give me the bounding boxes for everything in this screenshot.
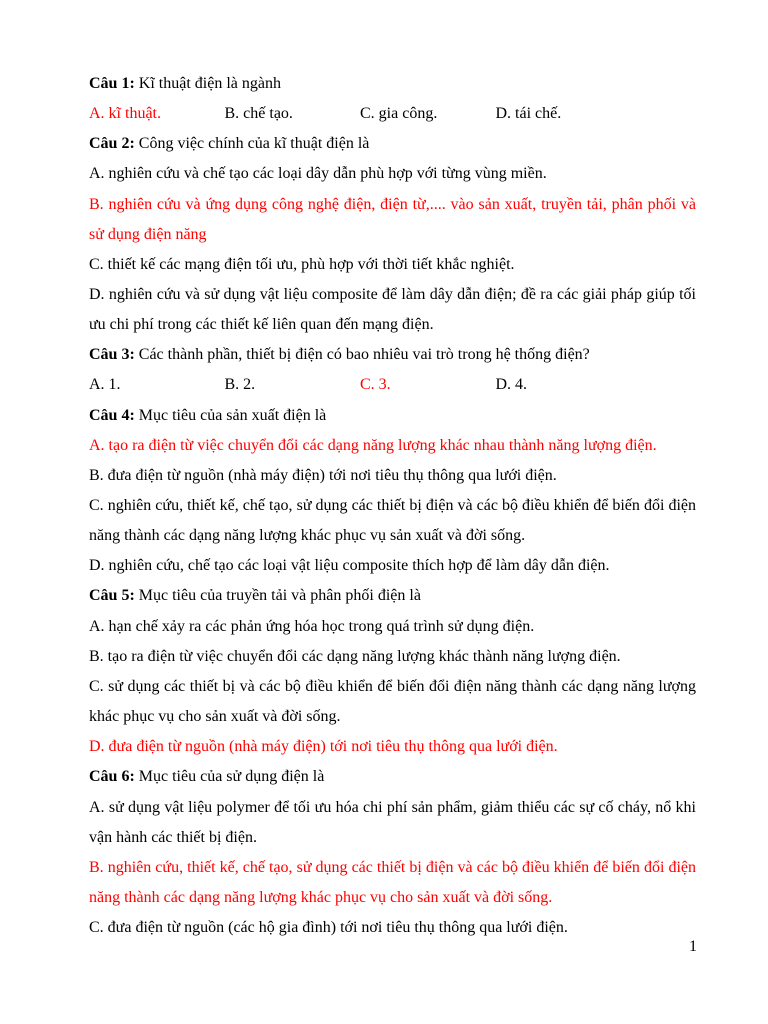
question-2-option-a: A. nghiên cứu và chế tạo các loại dây dẫn phù hợp với từng vùng miền. <box>89 165 547 183</box>
question-2-option-d: D. nghiên cứu và sử dụng vật liệu composite để làm dây dẫn điện; đề ra các giải pháp giúp tối ưu chi phí trong các thiết kế liên quan đến mạng điện. <box>89 286 696 334</box>
question-3-option-a: A. 1. <box>89 376 121 394</box>
question-3-option-b: B. 2. <box>224 376 256 394</box>
question-1-text: Kĩ thuật điện là ngành <box>138 75 281 92</box>
question-5-option-b: B. tạo ra điện từ việc chuyển đổi các dạng năng lượng khác thành năng lượng điện. <box>89 647 621 665</box>
question-5-label: Câu 5: <box>89 587 135 605</box>
question-4-option-a: A. tạo ra điện từ việc chuyển đổi các dạng năng lượng khác nhau thành năng lượng điện. <box>89 436 657 454</box>
question-2-text: Công việc chính của kĩ thuật điện là <box>138 135 370 153</box>
page-number: 1 <box>689 938 697 955</box>
question-4 <box>89 401 696 431</box>
question-1-option-a: A. kĩ thuật. <box>89 105 161 123</box>
question-4-option-d: D. nghiên cứu, chế tạo các loại vật liệu composite thích hợp để làm dây dẫn điện. <box>89 557 610 575</box>
question-5 <box>89 581 696 611</box>
question-2 <box>89 129 696 159</box>
question-3 <box>89 340 696 370</box>
question-4-option-b: B. đưa điện từ nguồn (nhà máy điện) tới nơi tiêu thụ thông qua lưới điện. <box>89 466 557 484</box>
question-5-text: Mục tiêu của truyền tải và phân phối điện là <box>138 587 421 605</box>
question-4-label: Câu 4: <box>89 406 135 424</box>
question-1 <box>89 69 696 99</box>
question-6 <box>89 762 696 792</box>
question-1-label: Câu 1: <box>89 75 135 92</box>
question-4-text: Mục tiêu của sản xuất điện là <box>138 406 327 424</box>
question-2-option-c: C. thiết kế các mạng điện tối ưu, phù hợp với thời tiết khắc nghiệt. <box>89 255 515 273</box>
question-6-label: Câu 6: <box>89 768 135 786</box>
question-3-option-c: C. 3. <box>360 376 391 394</box>
question-3-options <box>89 370 696 400</box>
question-6-text: Mục tiêu của sử dụng điện là <box>138 768 325 786</box>
question-3-label: Câu 3: <box>89 346 135 364</box>
question-3-option-d: D. 4. <box>495 376 528 394</box>
question-6-option-b: B. nghiên cứu, thiết kế, chế tạo, sử dụng các thiết bị điện và các bộ điều khiển để biến đổi điện năng thành các dạng năng lượng khác phục vụ cho sản xuất và đời sống. <box>89 858 696 906</box>
question-6-option-c: C. đưa điện từ nguồn (các hộ gia đình) tới nơi tiêu thụ thông qua lưới điện. <box>89 919 568 937</box>
question-1-option-b: B. chế tạo. <box>224 105 293 123</box>
question-1-options <box>89 99 696 129</box>
question-4-option-c: C. nghiên cứu, thiết kế, chế tạo, sử dụng các thiết bị điện và các bộ điều khiển để biến đổi điện năng thành các dạng năng lượng khác phục vụ sản xuất và đời sống. <box>89 497 696 545</box>
question-5-option-c: C. sử dụng các thiết bị và các bộ điều khiển để biến đổi điện năng thành các dạng năng lượng khác phục vụ cho sản xuất và đời sống. <box>89 677 696 726</box>
question-page <box>89 69 696 943</box>
question-5-option-a: A. hạn chế xảy ra các phản ứng hóa học trong quá trình sử dụng điện. <box>89 617 535 635</box>
question-5-option-d: D. đưa điện từ nguồn (nhà máy điện) tới nơi tiêu thụ thông qua lưới điện. <box>89 738 558 756</box>
question-2-option-b: B. nghiên cứu và ứng dụng công nghệ điện, điện từ,.... vào sản xuất, truyền tải, phân phối và sử dụng điện năng <box>89 195 696 243</box>
question-2-label: Câu 2: <box>89 135 135 153</box>
question-1-option-c: C. gia công. <box>360 105 438 123</box>
question-3-text: Các thành phần, thiết bị điện có bao nhiêu vai trò trong hệ thống điện? <box>138 346 590 364</box>
question-1-option-d: D. tái chế. <box>495 105 562 123</box>
question-6-option-a: A. sử dụng vật liệu polymer để tối ưu hóa chi phí sản phẩm, giảm thiểu các sự cố cháy, nổ khi vận hành các thiết bị điện. <box>89 798 696 846</box>
